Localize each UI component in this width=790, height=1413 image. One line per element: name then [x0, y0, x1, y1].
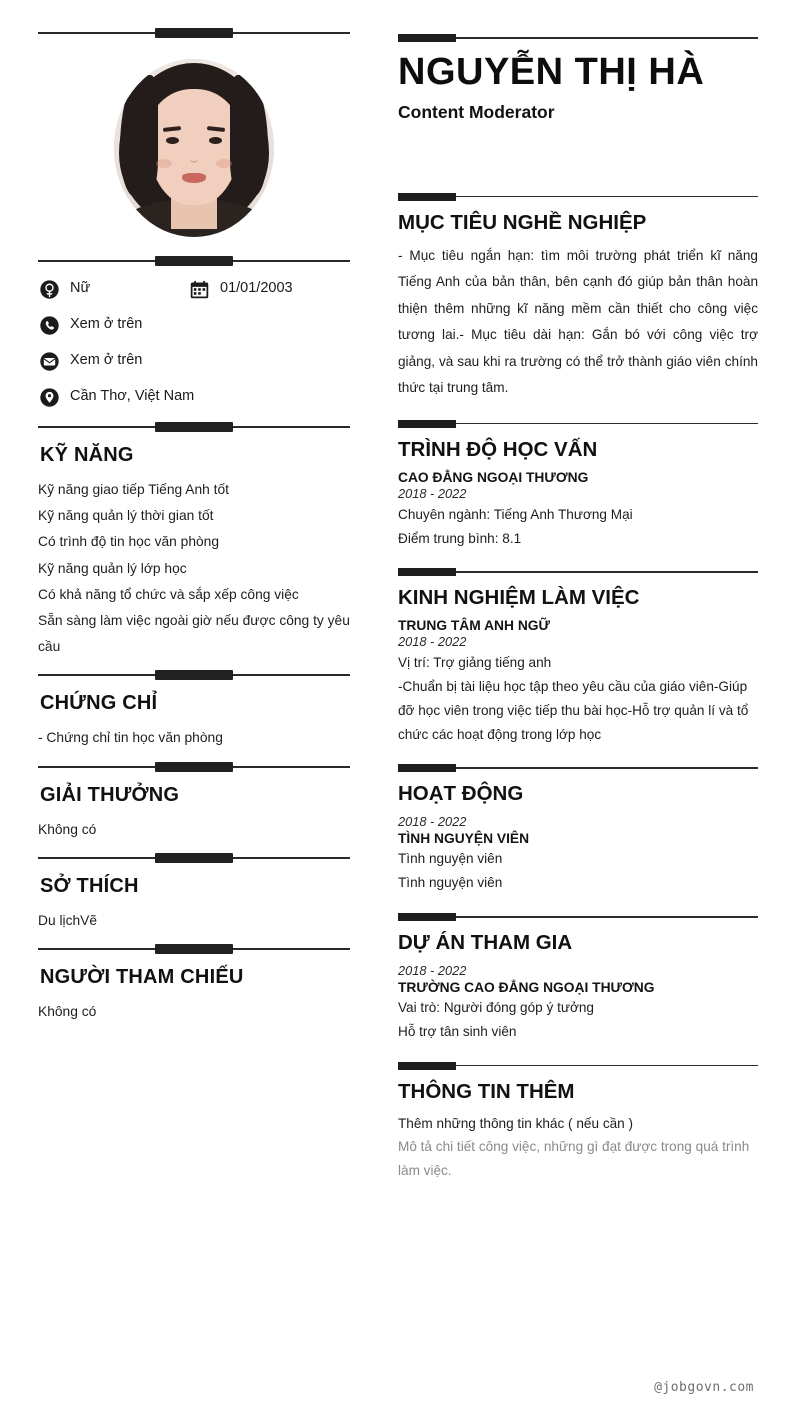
divider-skills: [38, 422, 350, 432]
list-item: Kỹ năng quản lý thời gian tốt: [38, 508, 214, 524]
experience-line: Vị trí: Trợ giảng tiếng anh: [398, 655, 552, 671]
divider-awards: [38, 762, 350, 772]
activities-years: 2018 - 2022: [398, 814, 467, 830]
divider-name: [398, 34, 758, 42]
section-title-certificates: CHỨNG CHỈ: [40, 692, 158, 715]
divider-references: [38, 944, 350, 954]
location-value: Cần Thơ, Việt Nam: [70, 388, 195, 405]
experience-line: -Chuẩn bị tài liệu học tập theo yêu cầu của giáo viên-Giúp đỡ học viên trong việc tiếp thu bài học-Hỗ trợ quản lí và tổ chức các hoạt động trong lớp học: [398, 679, 749, 742]
phone-value: Xem ở trên: [70, 316, 143, 333]
education-line: Điểm trung bình: 8.1: [398, 530, 522, 546]
additional-placeholder: Mô tả chi tiết công việc, những gì đạt được trong quá trình làm việc.: [398, 1139, 750, 1179]
education-line: Chuyên ngành: Tiếng Anh Thương Mại: [398, 506, 633, 522]
experience-entry: [398, 618, 758, 746]
divider-top: [38, 28, 350, 38]
contact-location: [38, 386, 194, 408]
projects-org: TRƯỜNG CAO ĐẲNG NGOẠI THƯƠNG: [398, 980, 655, 996]
additional-entry: [398, 1112, 758, 1183]
certificates-item: - Chứng chỉ tin học văn phòng: [38, 730, 223, 746]
list-item: Kỹ năng quản lý lớp học: [38, 560, 187, 576]
section-title-education: TRÌNH ĐỘ HỌC VẤN: [398, 437, 598, 461]
divider-objective: [398, 193, 758, 201]
section-title-skills: KỸ NĂNG: [40, 444, 134, 466]
contact-row-phone: [38, 314, 350, 336]
profile-photo: [114, 59, 274, 237]
job-title: Content Moderator: [398, 101, 555, 122]
projects-entry: [398, 963, 758, 1044]
projects-years: 2018 - 2022: [398, 963, 467, 979]
activities-line: Tình nguyện viên: [398, 875, 503, 891]
page-title: NGUYỄN THỊ HÀ: [398, 51, 705, 93]
divider-hobbies: [38, 853, 350, 863]
education-org: CAO ĐẲNG NGOẠI THƯƠNG: [398, 469, 589, 485]
list-item: Kỹ năng giao tiếp Tiếng Anh tốt: [38, 482, 230, 497]
list-item: Có trình độ tin học văn phòng: [38, 534, 220, 550]
hobbies-item: Du lịchVẽ: [38, 912, 98, 928]
divider-below-photo: [38, 256, 350, 266]
section-title-projects: DỰ ÁN THAM GIA: [398, 931, 573, 955]
contact-row-gender-dob: [38, 278, 350, 300]
activities-org: TÌNH NGUYỆN VIÊN: [398, 831, 530, 847]
contact-email: [38, 350, 188, 372]
contact-info: [38, 278, 350, 408]
list-item: Sẵn sàng làm việc ngoài giờ nếu được công ty yêu cầu: [38, 613, 350, 655]
skills-list: [38, 477, 350, 660]
contact-gender: [38, 278, 188, 300]
projects-line: Vai trò: Người đóng góp ý tưởng: [398, 1000, 594, 1016]
activities-line: Tình nguyện viên: [398, 851, 503, 867]
divider-additional: [398, 1062, 758, 1070]
gender-icon: [38, 278, 60, 300]
education-entry: [398, 470, 758, 551]
additional-line: Thêm những thông tin khác ( nếu cần ): [398, 1115, 634, 1131]
avatar: [38, 50, 350, 246]
list-item: Có khả năng tổ chức và sắp xếp công việc: [38, 586, 299, 602]
divider-experience: [398, 568, 758, 576]
watermark: @jobgovn.com: [654, 1380, 754, 1395]
section-title-references: NGƯỜI THAM CHIẾU: [40, 966, 244, 989]
left-column: [38, 18, 360, 1413]
section-title-objective: MỤC TIÊU NGHỀ NGHIỆP: [398, 210, 647, 234]
experience-years: 2018 - 2022: [398, 634, 467, 650]
education-years: 2018 - 2022: [398, 485, 467, 501]
right-column: [360, 18, 758, 1413]
activities-entry: [398, 814, 758, 895]
gender-value: Nữ: [70, 280, 91, 297]
section-title-additional: THÔNG TIN THÊM: [398, 1079, 575, 1103]
email-value: Xem ở trên: [70, 352, 143, 369]
calendar-icon: [188, 278, 210, 300]
section-title-experience: KINH NGHIỆM LÀM VIỆC: [398, 586, 640, 610]
awards-item: Không có: [38, 821, 97, 837]
divider-activities: [398, 764, 758, 772]
objective-body: - Mục tiêu ngắn hạn: tìm môi trường phát triển kĩ năng Tiếng Anh của bản thân, bên cạnh đó giúp bản thân hoàn thiện thêm những kĩ năng mềm cần thiết cho công việc tương lai.- Mục tiêu dài hạn: Gắn bó với công việc trợ giảng, và sau khi ra trường có thể trở thành giáo viên chính thức tại trung tâm.: [398, 247, 758, 396]
contact-phone: [38, 314, 188, 336]
projects-line: Hỗ trợ tân sinh viên: [398, 1023, 517, 1039]
references-item: Không có: [38, 1004, 97, 1020]
phone-icon: [38, 314, 60, 336]
section-title-hobbies: SỞ THÍCH: [40, 874, 139, 897]
section-title-activities: HOẠT ĐỘNG: [398, 782, 524, 806]
contact-row-email: [38, 350, 350, 372]
section-title-awards: GIẢI THƯỞNG: [40, 783, 180, 806]
email-icon: [38, 350, 60, 372]
dob-value: 01/01/2003: [220, 280, 293, 297]
contact-row-location: [38, 386, 350, 408]
location-pin-icon: [38, 386, 60, 408]
contact-dob: [188, 278, 293, 300]
divider-education: [398, 420, 758, 428]
divider-projects: [398, 913, 758, 921]
experience-org: TRUNG TÂM ANH NGỮ: [398, 618, 550, 634]
divider-certificates: [38, 670, 350, 680]
